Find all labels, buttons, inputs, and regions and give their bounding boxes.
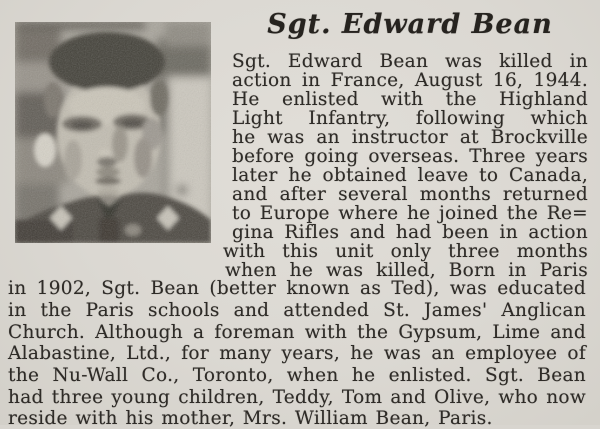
- article-text-line: with this unit only three months: [223, 241, 588, 262]
- article-text-line: He enlisted with the Highland: [232, 89, 588, 110]
- article-title: Sgt. Edward Bean: [267, 9, 553, 40]
- article-text-line: and after several months returned: [232, 184, 588, 205]
- article-text-line: Church. Although a foreman with the Gypsum, Lime and: [8, 322, 586, 343]
- article-text-line: in the Paris schools and attended St. James' Anglican: [8, 300, 586, 321]
- article-text-line: reside with his mother, Mrs. William Bean, Paris.: [8, 408, 493, 429]
- article-text-line: later he obtained leave to Canada,: [232, 165, 588, 186]
- article-text-line: before going overseas. Three years: [232, 146, 588, 167]
- article-text-line: when he was killed, Born in Paris: [225, 260, 588, 281]
- article-text-line: he was an instructor at Brockville: [232, 127, 588, 148]
- article-text-line: had three young children, Teddy, Tom and Olive, who now: [8, 387, 586, 408]
- portrait-photo-art: [15, 22, 211, 243]
- article-text-line: to Europe where he joined the Re=: [232, 203, 588, 224]
- article-text-line: action in France, August 16, 1944.: [232, 70, 588, 91]
- article-text-line: gina Rifles and had been in action: [232, 222, 588, 243]
- article-text-line: Alabastine, Ltd., for many years, he was an employee of: [8, 343, 586, 364]
- article-text-line: Sgt. Edward Bean was killed in: [232, 51, 588, 72]
- article-text-line: Light Infantry, following which: [232, 108, 588, 129]
- article-text-line: the Nu-Wall Co., Toronto, when he enlisted. Sgt. Bean: [8, 365, 586, 386]
- portrait-photo: [15, 22, 211, 243]
- article-text-line: in 1902, Sgt. Bean (better known as Ted), was educated: [8, 278, 586, 299]
